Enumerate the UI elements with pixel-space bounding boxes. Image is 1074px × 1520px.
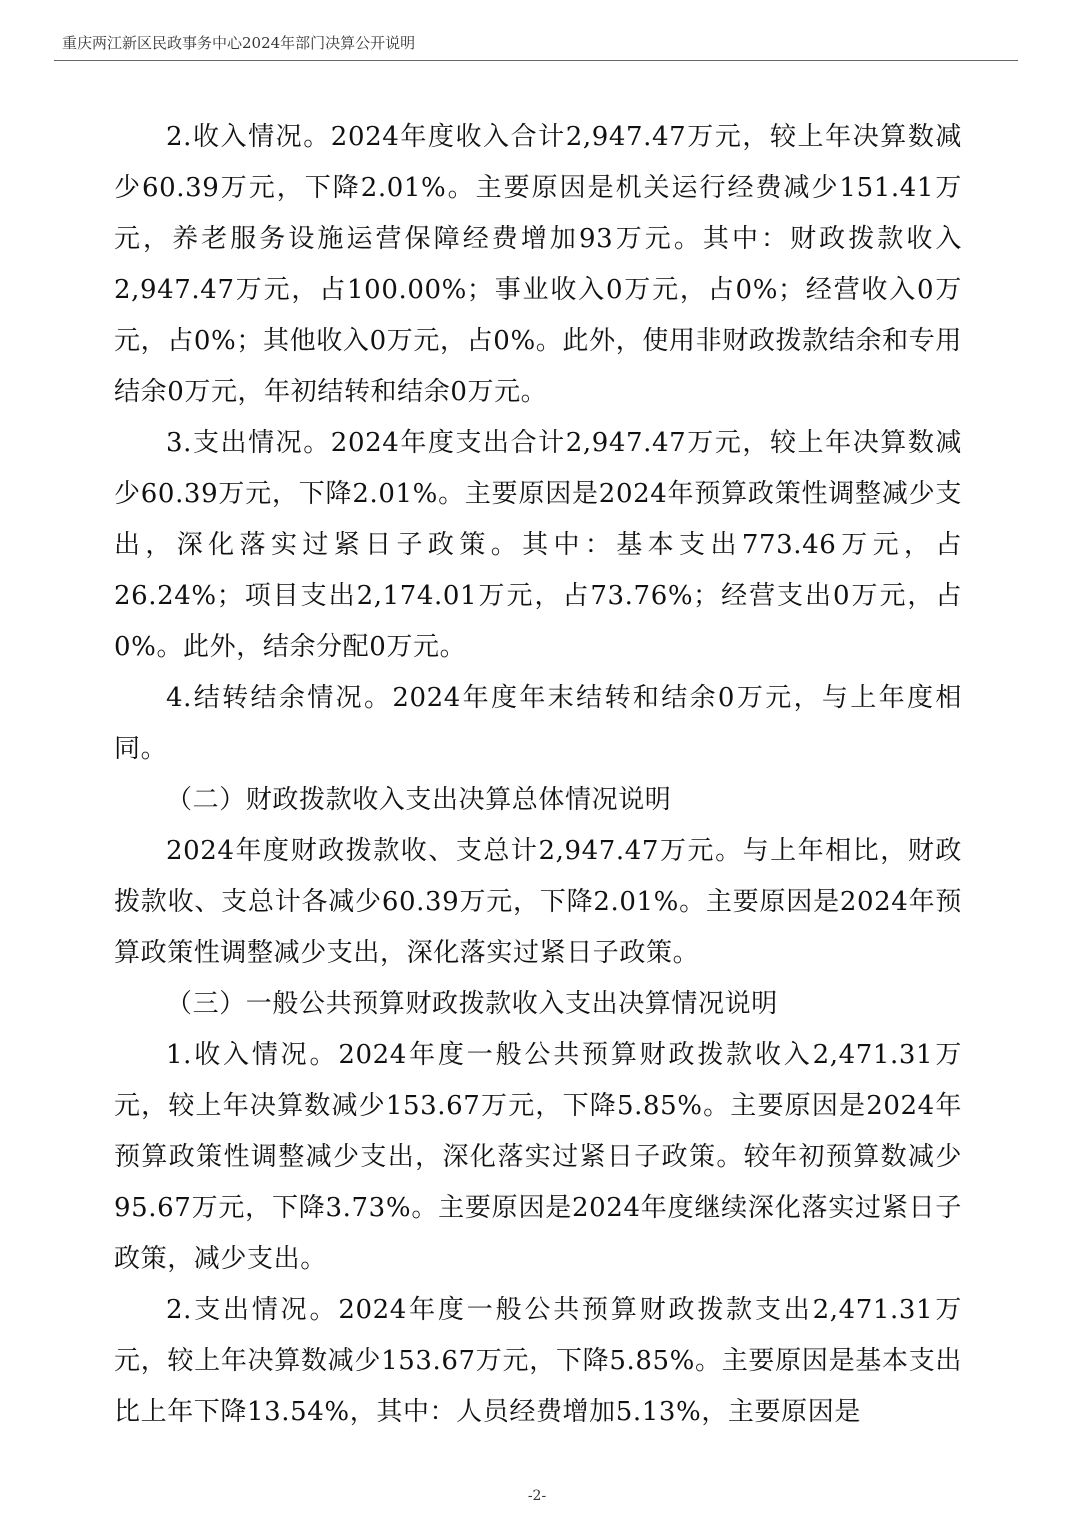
paragraph-general-income: 1.收入情况。2024年度一般公共预算财政拨款收入2,471.31万元，较上年决算数减少153.67万元，下降5.85%。主要原因是2024年预算政策性调整减少支出，深化落实过紧日子政策。较年初预算数减少95.67万元，下降3.73%。主要原因是2024年度继续深化落实过紧日子政策，减少支出。 [114,1040,962,1274]
paragraph-fiscal-total: 2024年度财政拨款收、支总计2,947.47万元。与上年相比，财政拨款收、支总计各减少60.39万元，下降2.01%。主要原因是2024年预算政策性调整减少支出，深化落实过紧日子政策。 [114,836,962,968]
header-divider [54,60,1018,61]
paragraph-income: 2.收入情况。2024年度收入合计2,947.47万元，较上年决算数减少60.39万元，下降2.01%。主要原因是机关运行经费减少151.41万元，养老服务设施运营保障经费增加93万元。其中：财政拨款收入2,947.47万元，占100.00%；事业收入0万元，占0%；经营收入0万元，占0%；其他收入0万元，占0%。此外，使用非财政拨款结余和专用结余0万元，年初结转和结余0万元。 [114,122,962,407]
paragraph-expenditure: 3.支出情况。2024年度支出合计2,947.47万元，较上年决算数减少60.39万元，下降2.01%。主要原因是2024年预算政策性调整减少支出，深化落实过紧日子政策。其中：基本支出773.46万元，占26.24%；项目支出2,174.01万元，占73.76%；经营支出0万元，占0%。此外，结余分配0万元。 [114,428,962,662]
paragraph-carryover: 4.结转结余情况。2024年度年末结转和结余0万元，与上年度相同。 [114,683,962,764]
section-heading-2: （二）财政拨款收入支出决算总体情况说明 [166,785,672,815]
paragraph-general-expenditure: 2.支出情况。2024年度一般公共预算财政拨款支出2,471.31万元，较上年决算数减少153.67万元，下降5.85%。主要原因是基本支出比上年下降13.54%，其中：人员经费增加5.13%，主要原因是 [114,1295,962,1427]
page-number: -2- [527,1488,547,1504]
document-body [114,112,962,1438]
section-heading-3: （三）一般公共预算财政拨款收入支出决算情况说明 [166,989,778,1019]
document-header: 重庆两江新区民政事务中心2024年部门决算公开说明 [62,34,416,52]
